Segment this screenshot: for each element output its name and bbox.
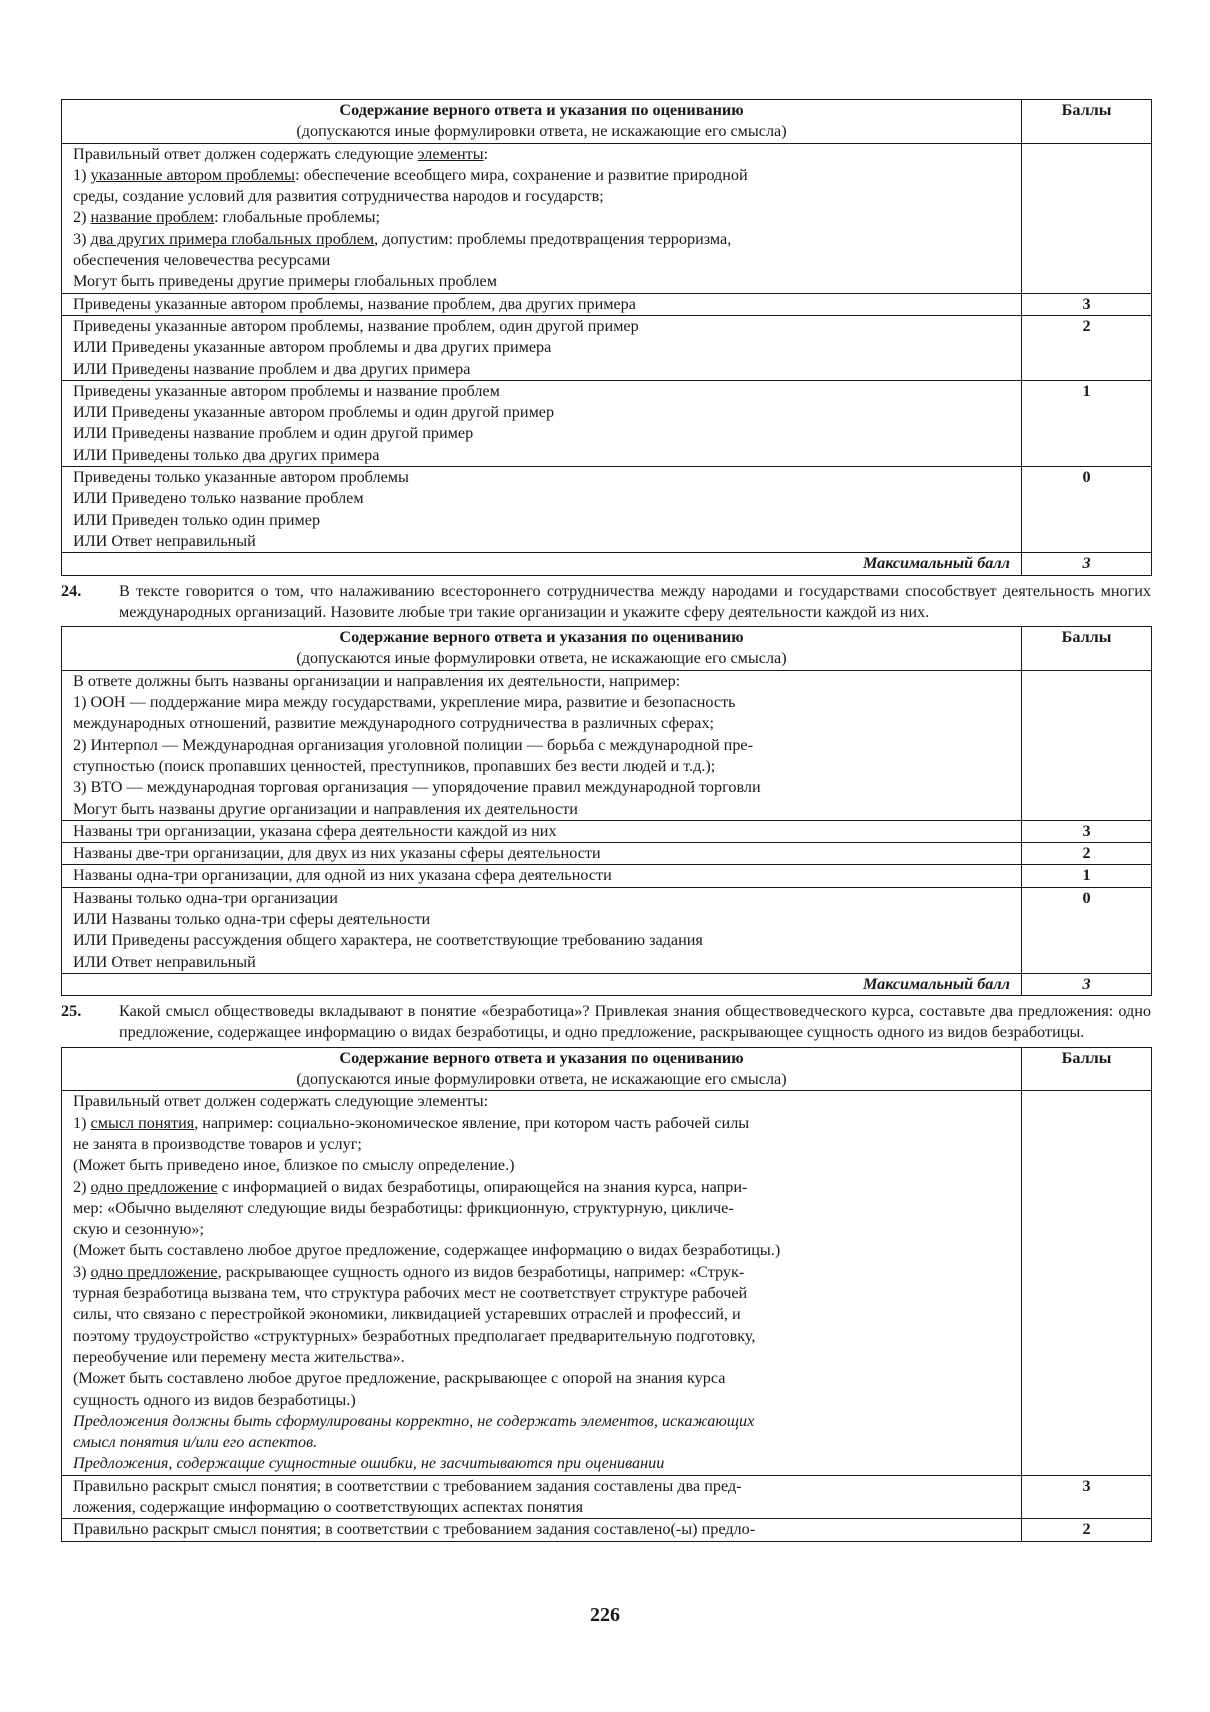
criterion-3: Приведены указанные автором проблемы, название проблем, два других примера: [62, 293, 1022, 315]
criterion-0-line: ИЛИ Названы только одна-три сферы деятельности: [73, 909, 431, 928]
answer-element-3: 3) два других примера глобальных проблем, допустим: проблемы предотвращения терроризма,: [73, 229, 732, 248]
criterion-row: [62, 820, 1152, 842]
table-header: [62, 100, 1152, 144]
answer-line: (Может быть составлено любое другое предложение, раскрывающее с опорой на знания курса: [73, 1369, 726, 1388]
criterion-3: Названы три организации, указана сфера деятельности каждой из них: [62, 820, 1022, 842]
points-2: 2: [1022, 1519, 1152, 1541]
table-header: [62, 1047, 1152, 1091]
answer-line: Могут быть названы другие организации и направления их деятельности: [73, 799, 578, 818]
answer-line: силы, что связано с перестройкой экономики, ликвидацией устаревших отраслей и профессий, и: [73, 1305, 741, 1324]
max-score-value: 3: [1022, 553, 1152, 575]
answer-line: не занята в производстве товаров и услуг;: [73, 1134, 362, 1153]
task-text: В тексте говорится о том, что налаживанию всестороннего сотрудничества между народами и государствами способствует деятельность многих международных организаций. Назовите любые три такие организации и укажите сферу деятельности каждой из них.: [119, 581, 1151, 621]
answer-line: сущность одного из видов безработицы.): [73, 1390, 356, 1409]
header-points: Баллы: [1061, 628, 1112, 647]
criterion-1-line: ИЛИ Приведены указанные автором проблемы и один другой пример: [73, 403, 555, 422]
criterion-row: [62, 843, 1152, 865]
max-score-row: [62, 973, 1152, 995]
answer-note: Могут быть приведены другие примеры глобальных проблем: [73, 272, 497, 291]
criterion-2-line: Правильно раскрыт смысл понятия; в соответствии с требованием задания составлено(-ы) предло-: [73, 1520, 756, 1539]
answer-element-2: 2) название проблем: глобальные проблемы;: [73, 208, 381, 227]
answer-element-3: 3) одно предложение, раскрывающее сущность одного из видов безработицы, например: «Струк-: [73, 1262, 745, 1281]
answer-intro: Правильный ответ должен содержать следующие элементы:: [73, 144, 489, 163]
task-number: 24.: [61, 581, 82, 600]
criterion-row: [62, 1475, 1152, 1519]
header-subtitle: (допускаются иные формулировки ответа, не искажающие его смысла): [296, 1070, 787, 1089]
points-3: 3: [1022, 820, 1152, 842]
header-title: Содержание верного ответа и указания по оцениванию: [339, 1048, 744, 1067]
answer-line: мер: «Обычно выделяют следующие виды безработицы: фрикционную, структурную, цикличе-: [73, 1198, 734, 1217]
header-points: Баллы: [1061, 1048, 1112, 1067]
criterion-row: [62, 293, 1152, 315]
points-3: 3: [1022, 1475, 1152, 1519]
scoring-table-24: [61, 626, 1152, 996]
criterion-row: [62, 1519, 1152, 1541]
points-1: 1: [1022, 865, 1152, 887]
answer-key-page: [61, 99, 1151, 1542]
italic-note: смысл понятия и/или его аспектов.: [73, 1433, 318, 1452]
criterion-2-line: ИЛИ Приведены указанные автором проблемы и два других примера: [73, 338, 552, 357]
answer-line: В ответе должны быть названы организации и направления их деятельности, например:: [73, 671, 681, 690]
criterion-1-line: Приведены указанные автором проблемы и название проблем: [73, 381, 500, 400]
answer-line: международных отношений, развитие международного сотрудничества в различных сферах;: [73, 714, 715, 733]
criterion-row: [62, 865, 1152, 887]
task-24: [61, 581, 1151, 624]
task-text: Какой смысл обществоведы вкладывают в понятие «безработица»? Привлекая знания обществоведческого курса, составьте два предложения: одно предложение, содержащее информацию о видах безработицы, и одно предложение, раскрывающее сущность одного из видов безработицы.: [119, 1002, 1151, 1042]
answer-content-row: [62, 143, 1152, 293]
criterion-0-line: Приведены только указанные автором проблемы: [73, 468, 409, 487]
table-header: [62, 627, 1152, 671]
answer-line: 1) ООН — поддержание мира между государствами, укрепление мира, развитие и безопасность: [73, 693, 736, 712]
answer-element-2: 2) одно предложение с информацией о видах безработицы, опирающейся на знания курса, напри-: [73, 1177, 748, 1196]
header-subtitle: (допускаются иные формулировки ответа, не искажающие его смысла): [296, 649, 787, 668]
max-score-label: Максимальный балл: [62, 973, 1022, 995]
criterion-0-line: ИЛИ Приведены рассуждения общего характера, не соответствующие требованию задания: [73, 931, 703, 950]
points-0: 0: [1022, 467, 1152, 553]
points-0: 0: [1022, 887, 1152, 973]
points-2: 2: [1022, 843, 1152, 865]
criterion-2-line: ИЛИ Приведены название проблем и два других примера: [73, 359, 471, 378]
scoring-table-25: [61, 1047, 1152, 1542]
criterion-0-line: Названы только одна-три организации: [73, 888, 338, 907]
criterion-0-line: ИЛИ Приведен только один пример: [73, 510, 321, 529]
scoring-table-23: [61, 99, 1152, 576]
answer-line: 2) Интерпол — Международная организация уголовной полиции — борьба с международной пре-: [73, 735, 753, 754]
criterion-row: [62, 467, 1152, 553]
answer-element-3-cont: обеспечения человечества ресурсами: [73, 251, 331, 270]
answer-line: ступностью (поиск пропавших ценностей, преступников, пропавших без вести людей и т.д.);: [73, 756, 716, 775]
header-subtitle: (допускаются иные формулировки ответа, не искажающие его смысла): [296, 122, 787, 141]
header-title: Содержание верного ответа и указания по оцениванию: [339, 101, 744, 119]
answer-line: поэтому трудоустройство «структурных» безработных предполагает предварительную подготовку,: [73, 1326, 756, 1345]
criterion-row: [62, 887, 1152, 973]
max-score-label: Максимальный балл: [62, 553, 1022, 575]
criterion-row: [62, 380, 1152, 466]
criterion-1-line: ИЛИ Приведены название проблем и один другой пример: [73, 424, 474, 443]
answer-line: переобучение или перемену места жительства».: [73, 1347, 405, 1366]
answer-intro: Правильный ответ должен содержать следующие элементы:: [73, 1092, 489, 1111]
page-number: 226: [590, 1604, 620, 1626]
answer-element-1-cont: среды, создание условий для развития сотрудничества народов и государств;: [73, 187, 604, 206]
points-2: 2: [1022, 315, 1152, 380]
task-number: 25.: [61, 1002, 82, 1021]
header-points: Баллы: [1061, 101, 1112, 119]
answer-line: 3) ВТО — международная торговая организация — упорядочение правил международной торговли: [73, 778, 761, 797]
italic-note: Предложения, содержащие сущностные ошибки, не засчитываются при оценивании: [73, 1454, 665, 1473]
answer-element-1: 1) смысл понятия, например: социально-экономическое явление, при котором часть рабочей силы: [73, 1113, 750, 1132]
criterion-2-line: Приведены указанные автором проблемы, название проблем, один другой пример: [73, 316, 639, 335]
answer-content-row: [62, 1091, 1152, 1475]
criterion-3-line: ложения, содержащие информацию о соответствующих аспектах понятия: [73, 1498, 584, 1516]
answer-line: турная безработица вызвана тем, что структура рабочих мест не соответствует структуре рабочей: [73, 1284, 748, 1303]
points-3: 3: [1022, 293, 1152, 315]
points-1: 1: [1022, 380, 1152, 466]
criterion-0-line: ИЛИ Ответ неправильный: [73, 531, 256, 550]
answer-element-1: 1) указанные автором проблемы: обеспечение всеобщего мира, сохранение и развитие природной: [73, 165, 748, 184]
criterion-row: [62, 315, 1152, 380]
criterion-0-line: ИЛИ Приведено только название проблем: [73, 489, 364, 508]
criterion-3-line: Правильно раскрыт смысл понятия; в соответствии с требованием задания составлены два пред-: [73, 1476, 742, 1495]
criterion-1: Названы одна-три организации, для одной из них указана сфера деятельности: [62, 865, 1022, 887]
answer-line: (Может быть составлено любое другое предложение, содержащее информацию о видах безработицы.): [73, 1241, 781, 1260]
answer-line: скую и сезонную»;: [73, 1220, 205, 1239]
header-title: Содержание верного ответа и указания по оцениванию: [339, 628, 744, 647]
criterion-0-line: ИЛИ Ответ неправильный: [73, 952, 256, 971]
criterion-1-line: ИЛИ Приведены только два других примера: [73, 445, 380, 464]
answer-content-row: [62, 670, 1152, 820]
answer-line: (Может быть приведено иное, близкое по смыслу определение.): [73, 1156, 515, 1175]
criterion-2: Названы две-три организации, для двух из них указаны сферы деятельности: [62, 843, 1022, 865]
task-25: [61, 1001, 1151, 1044]
max-score-row: [62, 553, 1152, 575]
italic-note: Предложения должны быть сформулированы корректно, не содержать элементов, искажающих: [73, 1411, 755, 1430]
max-score-value: 3: [1022, 973, 1152, 995]
